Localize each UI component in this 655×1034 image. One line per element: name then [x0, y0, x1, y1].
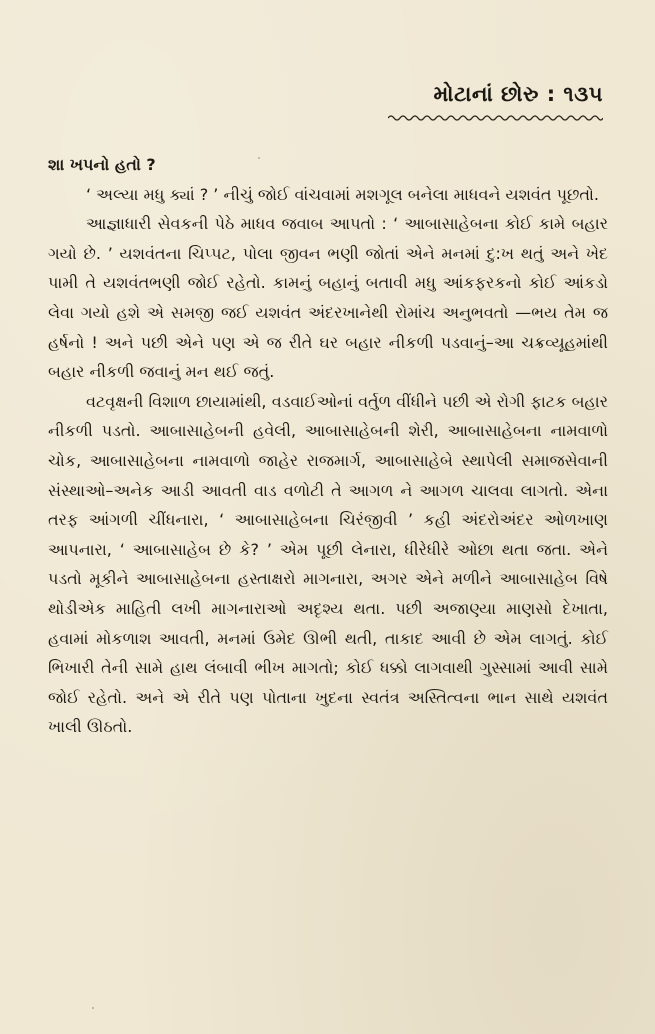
paragraph-4: વટવૃક્ષની વિશાળ છાયામાંથી, વડવાઈઓનાં વર્તુળ વીંધીને પછી એ રોગી ફાટક બહાર નીકળી પડતો. આબાસાહેબની હવેલી, આબાસાહેબની શેરી, આબાસાહેબના નામવાળો ચોક, આબાસાહેબના નામવાળો જાહેર રાજમાર્ગ, આબાસાહેબે સ્થાપેલી સમાજસેવાની સંસ્થાઓ–અનેક આડી આવતી વાડ વળોટી તે આગળ ને આગળ ચાલવા લાગતો. એના તરફ આંગળી ચીંધનારા, ‘ આબાસાહેબના ચિરંજીવી ’ કહી અંદરોઅંદર ઓળખાણ આપનારા, ‘ આબાસાહેબ છે કે? ’ એમ પૂછી લેનારા, ધીરેધીરે ઓછા થતા જતા. એને પડતો મૂકીને આબાસાહેબના હસ્તાક્ષરો માગનારા, અગર એને મળીને આબાસાહેબ વિષે થોડીએક માહિતી લખી માગનારાઓ અદૃશ્ય થતા. પછી અજાણ્યા માણસો દેખાતા, હવામાં મોકળાશ આવતી, મનમાં ઉમેદ ઊભી થતી, તાકાદ આવી છે એમ લાગતું. કોઈ ભિખારી તેની સામે હાથ લંબાવી ભીખ માગતો; કોઈ ધક્કો લાગવાથી ગુસ્સામાં આવી સામે જોઈ રહેતો. અને એ રીતે પણ પોતાના ખુદના સ્વતંત્ર અસ્તિત્વના ભાન સાથે યશવંત ખાલી ઊઠતો.	[48, 391, 608, 737]
paragraph-3: આજ્ઞાધારી સેવકની પેઠે માધવ જવાબ આપતો : ‘ આબાસાહેબના કોઈ કામે બહાર ગયો છે. ’ યશવંતના ચિપ્પટ, પોલા જીવન ભણી જોતાં એને મનમાં દુ:ખ થતું અને ખેદ પામી તે યશવંતભણી જોઈ રહેતો. કામનું બહાનું બતાવી મધુ આંકફરકનો કોઈ આંકડો લેવા ગયો હશે એ સમજી જઈ યશવંત અંદરખાનેથી રોમાંચ અનુભવતો —ભય તેમ જ હર્ષનો ! અને પછી એને પણ એ જ રીતે ઘર બહાર નીકળી પડવાનું–આ ચક્રવ્યૂહમાંથી બહાર નીકળી જવાનું મન થઈ જતું.	[48, 214, 608, 382]
paragraph-2: ‘ અલ્યા મધુ ક્યાં ? ’ નીચું જોઈ વાંચવામાં મશગૂલ બનેલા માધવને યશવંત પૂછતો.	[86, 184, 600, 204]
body-text	[48, 150, 608, 742]
paragraph-1: શા ખપનો હતો ?	[48, 155, 156, 174]
paper-speck	[92, 1007, 94, 1009]
running-header: મોટાનાં છોરુ : ૧૩૫	[433, 82, 603, 106]
header-wavy-rule	[388, 114, 603, 122]
paper-speck	[258, 157, 260, 159]
